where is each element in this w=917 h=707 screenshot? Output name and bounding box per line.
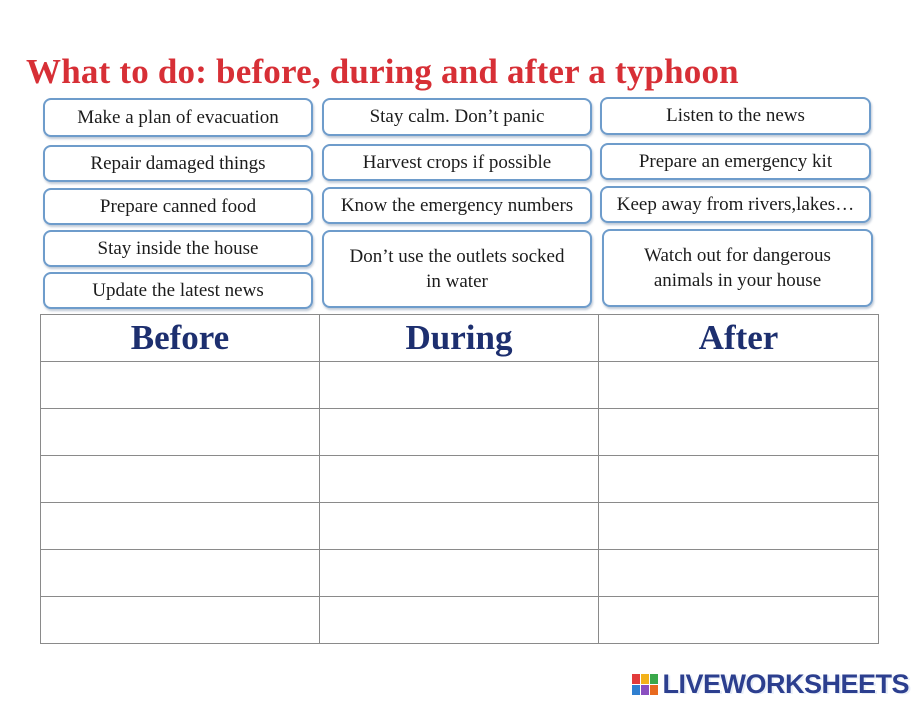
table-row	[41, 362, 879, 409]
table-row	[41, 409, 879, 456]
drag-card-stay-inside[interactable]: Stay inside the house	[43, 230, 313, 267]
drop-slot-after[interactable]	[599, 362, 879, 409]
table-row	[41, 597, 879, 644]
drag-card-emergency-kit[interactable]: Prepare an emergency kit	[600, 143, 871, 180]
logo-blocks-icon	[632, 674, 658, 695]
table-row	[41, 503, 879, 550]
drop-slot-during[interactable]	[320, 597, 599, 644]
drop-slot-during[interactable]	[320, 550, 599, 597]
drag-card-watch-out-animals[interactable]: Watch out for dangerous animals in your house	[602, 229, 873, 307]
table-row	[41, 550, 879, 597]
drop-slot-before[interactable]	[41, 362, 320, 409]
drop-slot-during[interactable]	[320, 456, 599, 503]
drop-slot-before[interactable]	[41, 550, 320, 597]
drag-card-dont-use-outlets[interactable]: Don’t use the outlets socked in water	[322, 230, 592, 308]
drop-slot-after[interactable]	[599, 550, 879, 597]
page-title: What to do: before, during and after a typhoon	[26, 52, 739, 91]
sorting-table	[40, 314, 879, 644]
brand-wordmark: LIVEWORKSHEETS	[662, 668, 909, 699]
table-row	[41, 456, 879, 503]
drag-card-repair-damaged[interactable]: Repair damaged things	[43, 145, 313, 182]
drag-card-canned-food[interactable]: Prepare canned food	[43, 188, 313, 225]
drop-slot-before[interactable]	[41, 597, 320, 644]
column-header-after: After	[599, 315, 879, 362]
drop-slot-before[interactable]	[41, 409, 320, 456]
liveworksheets-logo	[632, 669, 909, 699]
drag-card-update-news[interactable]: Update the latest news	[43, 272, 313, 309]
drop-slot-before[interactable]	[41, 456, 320, 503]
column-header-before: Before	[41, 315, 320, 362]
drag-card-stay-calm[interactable]: Stay calm. Don’t panic	[322, 98, 592, 136]
drop-slot-after[interactable]	[599, 597, 879, 644]
drag-card-harvest-crops[interactable]: Harvest crops if possible	[322, 144, 592, 181]
drag-card-listen-news[interactable]: Listen to the news	[600, 97, 871, 135]
drop-slot-after[interactable]	[599, 503, 879, 550]
drop-slot-during[interactable]	[320, 503, 599, 550]
drop-slot-during[interactable]	[320, 362, 599, 409]
drag-card-make-plan[interactable]: Make a plan of evacuation	[43, 98, 313, 137]
drop-slot-during[interactable]	[320, 409, 599, 456]
drop-slot-before[interactable]	[41, 503, 320, 550]
column-header-during: During	[320, 315, 599, 362]
drag-card-keep-away[interactable]: Keep away from rivers,lakes…	[600, 186, 871, 223]
drop-slot-after[interactable]	[599, 409, 879, 456]
drag-card-emergency-numbers[interactable]: Know the emergency numbers	[322, 187, 592, 224]
drop-slot-after[interactable]	[599, 456, 879, 503]
